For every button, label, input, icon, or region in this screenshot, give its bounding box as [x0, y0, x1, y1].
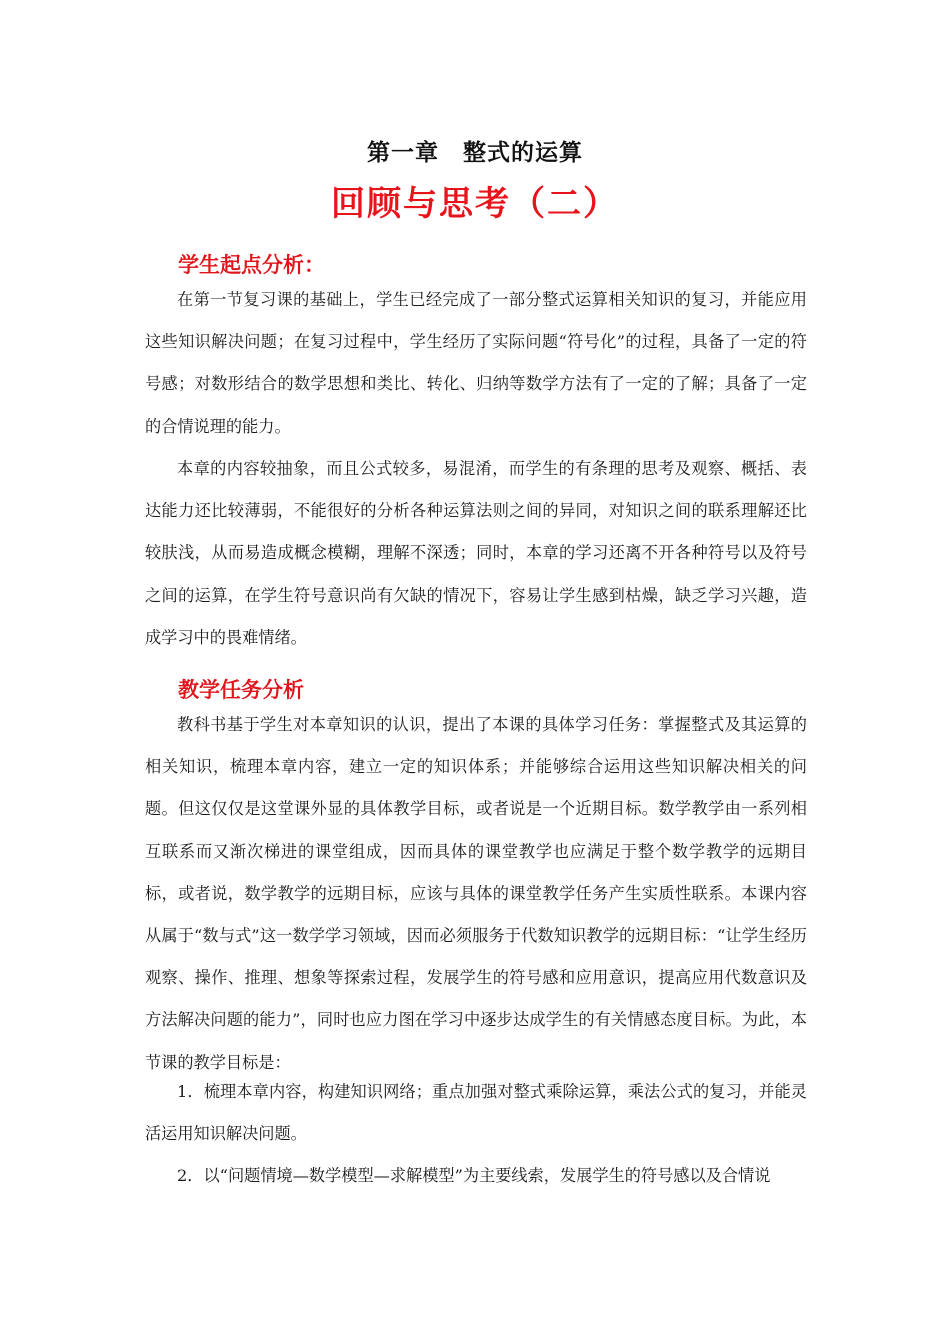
paragraph: 本章的内容较抽象，而且公式较多，易混淆，而学生的有条理的思考及观察、概括、表达能力还比较薄弱，不能很好的分析各种运算法则之间的异同，对知识之间的联系理解还比较肤浅，从而易造成概念模糊，理解不深透；同时，本章的学习还离不开各种符号以及符号之间的运算，在学生符号意识尚有欠缺的情况下，容易让学生感到枯燥，缺乏学习兴趣，造成学习中的畏难情绪。 — [145, 459, 807, 647]
section-heading-task-analysis: 教学任务分析 — [178, 677, 304, 702]
lesson-title: 回顾与思考（二） — [331, 184, 619, 224]
paragraph: 教科书基于学生对本章知识的认识，提出了本课的具体学习任务：掌握整式及其运算的相关知识，梳理本章内容，建立一定的知识体系；并能够综合运用这些知识解决相关的问题。但这仅仅是这堂课外显的具体教学目标，或者说是一个近期目标。数学教学由一系列相互联系而又渐次梯进的课堂组成，因而具体的课堂教学也应满足于整个数学教学的远期目标，或者说，数学教学的远期目标，应该与具体的课堂教学任务产生实质性联系。本课内容从属于“数与式”这一数学学习领域，因而必须服务于代数知识教学的远期目标：“让学生经历观察、操作、推理、想象等探索过程，发展学生的符号感和应用意识，提高应用代数意识及方法解决问题的能力”，同时也应力图在学习中逐步达成学生的有关情感态度目标。为此，本节课的教学目标是： — [145, 715, 807, 1072]
list-item: 1．梳理本章内容，构建知识网络；重点加强对整式乘除运算，乘法公式的复习，并能灵活运用知识解决问题。 — [145, 1082, 807, 1144]
list-item: 2．以“问题情境—数学模型—求解模型”为主要线索，发展学生的符号感以及合情说 — [177, 1166, 771, 1185]
chapter-title: 第一章 整式的运算 — [367, 139, 583, 166]
paragraph: 在第一节复习课的基础上，学生已经完成了一部分整式运算相关知识的复习，并能应用这些知识解决问题；在复习过程中，学生经历了实际问题“符号化”的过程，具备了一定的符号感；对数形结合的数学思想和类比、转化、归纳等数学方法有了一定的了解；具备了一定的合情说理的能力。 — [145, 290, 807, 436]
section-heading-student-analysis: 学生起点分析： — [178, 252, 325, 277]
